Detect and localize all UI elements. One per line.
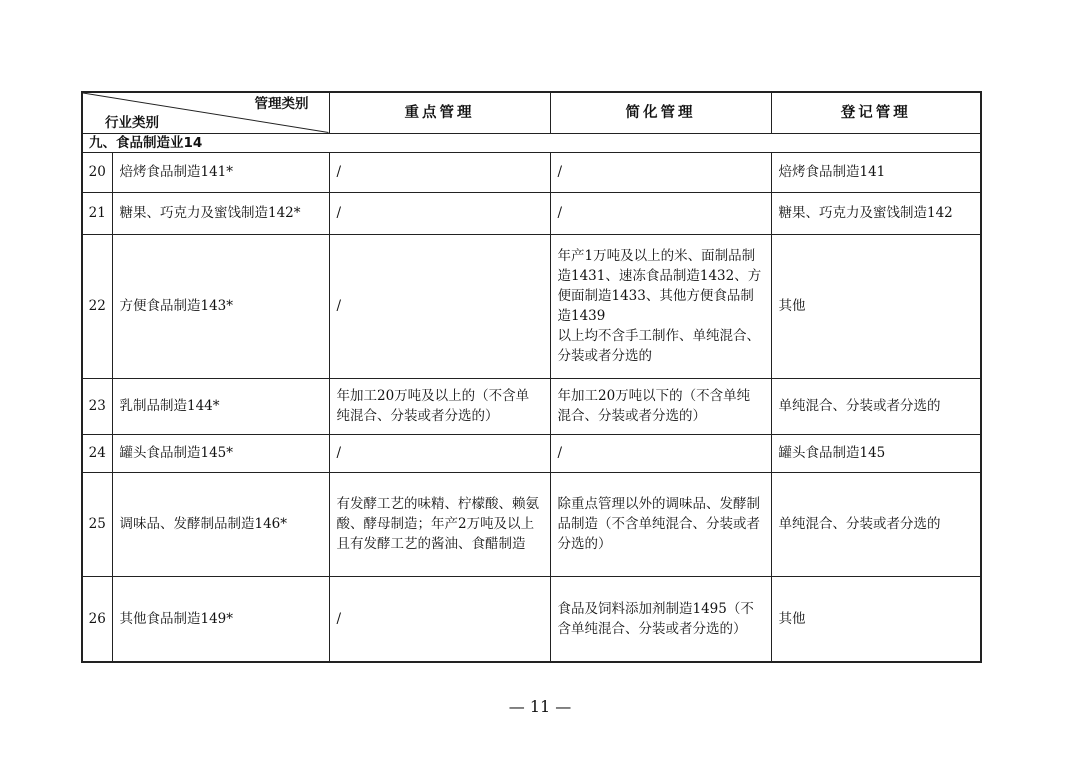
registration-management-cell: 罐头食品制造145 <box>771 434 981 472</box>
registration-management-cell: 单纯混合、分装或者分选的 <box>771 378 981 434</box>
section-row <box>82 133 981 152</box>
industry-cell: 其他食品制造149* <box>112 576 329 662</box>
industry-cell: 乳制品制造144* <box>112 378 329 434</box>
column-header-key-management: 重点管理 <box>329 92 550 133</box>
registration-management-cell: 焙烤食品制造141 <box>771 152 981 192</box>
industry-cell: 罐头食品制造145* <box>112 434 329 472</box>
registration-management-cell: 其他 <box>771 234 981 378</box>
row-number: 26 <box>82 576 112 662</box>
row-number: 22 <box>82 234 112 378</box>
key-management-cell: / <box>329 434 550 472</box>
key-management-cell: / <box>329 234 550 378</box>
row-number: 23 <box>82 378 112 434</box>
table-row <box>82 152 981 192</box>
row-number: 24 <box>82 434 112 472</box>
industry-cell: 糖果、巧克力及蜜饯制造142* <box>112 192 329 234</box>
row-number: 25 <box>82 472 112 576</box>
section-title: 九、食品制造业14 <box>82 133 981 152</box>
table-row <box>82 234 981 378</box>
table-row <box>82 472 981 576</box>
simplified-management-cell: / <box>550 152 771 192</box>
simplified-management-cell: 年产1万吨及以上的米、面制品制造1431、速冻食品制造1432、方便面制造1433、其他方便食品制造1439 以上均不含手工制作、单纯混合、分装或者分选的 <box>550 234 771 378</box>
table-row <box>82 378 981 434</box>
row-number: 21 <box>82 192 112 234</box>
key-management-cell: 年加工20万吨及以上的（不含单纯混合、分装或者分选的） <box>329 378 550 434</box>
management-category-label: 管理类别 <box>254 96 309 112</box>
simplified-management-cell: / <box>550 434 771 472</box>
key-management-cell: 有发酵工艺的味精、柠檬酸、赖氨酸、酵母制造；年产2万吨及以上且有发酵工艺的酱油、食醋制造 <box>329 472 550 576</box>
industry-cell: 方便食品制造143* <box>112 234 329 378</box>
key-management-cell: / <box>329 152 550 192</box>
registration-management-cell: 其他 <box>771 576 981 662</box>
permit-classification-table <box>81 91 982 663</box>
column-header-simplified-management: 简化管理 <box>550 92 771 133</box>
column-header-registration-management: 登记管理 <box>771 92 981 133</box>
simplified-management-cell: / <box>550 192 771 234</box>
simplified-management-cell: 年加工20万吨以下的（不含单纯混合、分装或者分选的） <box>550 378 771 434</box>
table-row <box>82 576 981 662</box>
key-management-cell: / <box>329 576 550 662</box>
key-management-cell: / <box>329 192 550 234</box>
row-number: 20 <box>82 152 112 192</box>
industry-category-label: 行业类别 <box>105 114 159 131</box>
simplified-management-cell: 除重点管理以外的调味品、发酵制品制造（不含单纯混合、分装或者分选的） <box>550 472 771 576</box>
industry-cell: 焙烤食品制造141* <box>112 152 329 192</box>
simplified-management-cell: 食品及饲料添加剂制造1495（不含单纯混合、分装或者分选的） <box>550 576 771 662</box>
registration-management-cell: 糖果、巧克力及蜜饯制造142 <box>771 192 981 234</box>
table-row <box>82 434 981 472</box>
industry-cell: 调味品、发酵制品制造146* <box>112 472 329 576</box>
table-row <box>82 192 981 234</box>
page-number: — 11 — <box>508 697 572 716</box>
registration-management-cell: 单纯混合、分装或者分选的 <box>771 472 981 576</box>
diagonal-header-cell <box>82 92 329 133</box>
